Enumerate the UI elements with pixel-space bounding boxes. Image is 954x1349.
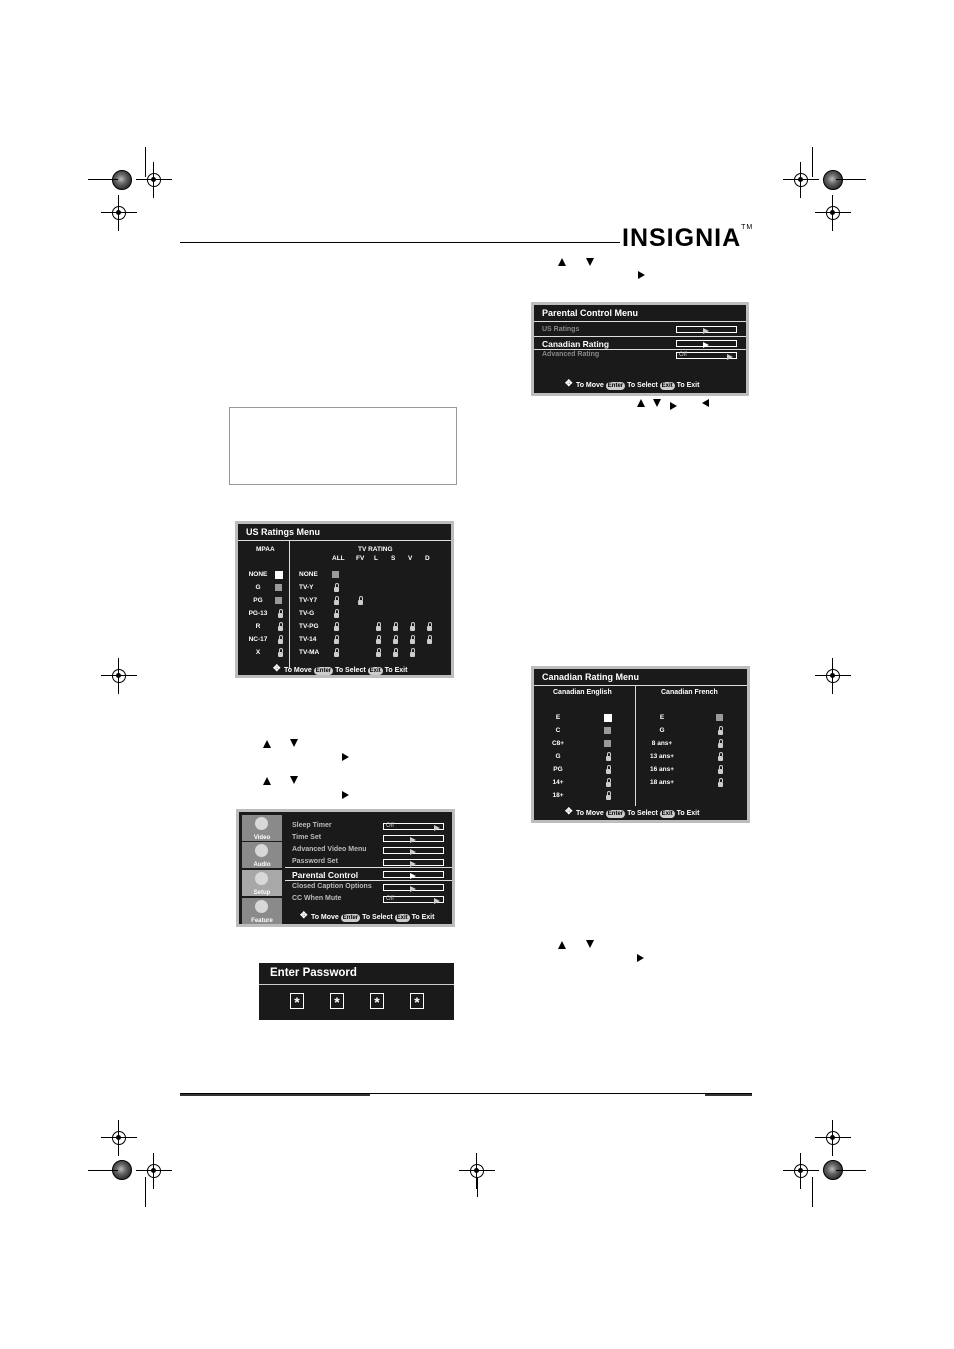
password-digit-box[interactable]: * <box>290 993 304 1009</box>
tv-column-header: D <box>425 555 430 562</box>
lock-icon[interactable] <box>278 626 283 631</box>
setup-item-bar[interactable] <box>383 847 444 854</box>
column-divider <box>289 541 290 669</box>
lock-icon[interactable] <box>376 626 381 631</box>
lock-icon[interactable] <box>393 652 398 657</box>
tab-video[interactable]: Video <box>242 815 282 841</box>
header-rule <box>180 242 620 243</box>
lock-icon[interactable] <box>334 626 339 631</box>
registration-mark <box>783 1153 819 1189</box>
crop-mark <box>88 1170 118 1171</box>
navigate-arrows-icon <box>274 666 282 674</box>
tv-row-label: TV-Y7 <box>299 597 318 604</box>
lock-icon[interactable] <box>718 756 723 761</box>
registration-ball-top-right <box>823 170 843 190</box>
video-icon <box>255 817 268 830</box>
lock-icon[interactable] <box>278 652 283 657</box>
feature-icon <box>255 900 268 913</box>
unlocked-box[interactable] <box>604 727 611 734</box>
lock-icon[interactable] <box>410 652 415 657</box>
column-divider <box>635 686 636 806</box>
down-arrow-icon <box>653 399 661 407</box>
tv-row-label: TV-MA <box>299 649 320 656</box>
lock-icon[interactable] <box>376 652 381 657</box>
tv-row-label: NONE <box>299 571 318 578</box>
french-row-label: 18 ans+ <box>649 779 675 786</box>
registration-mark <box>101 1120 137 1156</box>
unlocked-box[interactable] <box>604 740 611 747</box>
footer-rule-thick <box>180 1094 370 1096</box>
tab-setup[interactable]: Setup <box>242 870 282 896</box>
lock-icon[interactable] <box>334 639 339 644</box>
english-row-label: G <box>555 753 561 760</box>
tv-column-header: V <box>408 555 413 562</box>
lock-icon[interactable] <box>334 587 339 592</box>
menu-footer: ✥ To Move Enter To Select Exit To Exit <box>566 809 699 818</box>
unlocked-box[interactable] <box>275 584 282 591</box>
tv-row-label: TV-G <box>299 610 315 617</box>
crop-mark <box>812 1177 813 1207</box>
english-row-label: C <box>555 727 561 734</box>
crop-mark <box>145 147 146 177</box>
tab-feature[interactable]: Feature <box>242 898 282 924</box>
registration-mark <box>815 195 851 231</box>
down-arrow-icon <box>290 739 298 747</box>
setup-menu <box>236 809 455 927</box>
lock-icon[interactable] <box>606 795 611 800</box>
lock-icon[interactable] <box>334 600 339 605</box>
crop-mark <box>836 1170 866 1171</box>
tv-rating-header: TV RATING <box>358 546 393 553</box>
navigate-arrows-icon <box>301 913 309 921</box>
lock-icon[interactable] <box>376 639 381 644</box>
menu-item-advanced-rating[interactable]: Advanced Rating <box>542 351 600 358</box>
lock-icon[interactable] <box>427 626 432 631</box>
setup-item-bar[interactable] <box>383 884 444 891</box>
lock-icon[interactable] <box>393 626 398 631</box>
advanced-rating-bar[interactable]: Off <box>676 352 737 359</box>
english-row-label: 14+ <box>552 779 564 786</box>
navigate-arrows-icon <box>566 381 574 389</box>
menu-footer: ✥ To Move Enter To Select Exit To Exit <box>566 381 699 390</box>
registration-mark <box>815 658 851 694</box>
tv-row-label: TV-Y <box>299 584 314 591</box>
tv-row-label: TV-14 <box>299 636 317 643</box>
up-arrow-icon <box>558 941 566 949</box>
password-digit-box[interactable]: * <box>410 993 424 1009</box>
mpaa-row-label: PG <box>253 597 263 604</box>
english-row-label: PG <box>553 766 563 773</box>
left-arrow-icon <box>702 399 709 407</box>
registration-mark <box>136 1153 172 1189</box>
down-arrow-icon <box>586 258 594 266</box>
tv-row-label: TV-PG <box>299 623 319 630</box>
crop-mark <box>812 147 813 177</box>
menu-item-canadian-rating[interactable]: Canadian Rating <box>542 339 610 349</box>
lock-icon[interactable] <box>410 626 415 631</box>
lock-icon[interactable] <box>427 639 432 644</box>
lock-icon[interactable] <box>606 756 611 761</box>
lock-icon[interactable] <box>410 639 415 644</box>
registration-mark <box>101 658 137 694</box>
menu-footer: ✥ To Move Enter To Select Exit To Exit <box>274 666 407 675</box>
password-digit-box[interactable]: * <box>330 993 344 1009</box>
note-box <box>229 407 457 485</box>
setup-menu-item[interactable]: Advanced Video Menu <box>292 846 367 853</box>
password-digit-box[interactable]: * <box>370 993 384 1009</box>
setup-menu-item[interactable]: CC When Mute <box>292 895 342 902</box>
crop-mark <box>836 179 866 180</box>
lock-icon[interactable] <box>718 743 723 748</box>
tv-column-header: S <box>391 555 396 562</box>
canadian-english-header: Canadian English <box>553 689 612 696</box>
english-row-label: 18+ <box>552 792 564 799</box>
down-arrow-icon <box>290 776 298 784</box>
selected-box[interactable] <box>604 714 612 722</box>
right-arrow-icon <box>638 271 645 279</box>
menu-title: Canadian Rating Menu <box>534 669 747 686</box>
unlocked-box[interactable] <box>716 714 723 721</box>
tab-audio[interactable]: Audio <box>242 842 282 868</box>
right-arrow-icon <box>342 791 349 799</box>
us-ratings-bar[interactable] <box>676 326 737 333</box>
mpaa-row-label: NONE <box>248 571 268 578</box>
tv-column-header: L <box>374 555 378 562</box>
setup-item-bar[interactable] <box>383 835 444 842</box>
setup-menu-item[interactable]: Sleep Timer <box>292 822 332 829</box>
down-arrow-icon <box>586 940 594 948</box>
lock-icon[interactable] <box>718 782 723 787</box>
mpaa-row-label: R <box>255 623 261 630</box>
up-arrow-icon <box>263 777 271 785</box>
unlocked-box[interactable] <box>275 597 282 604</box>
up-arrow-icon <box>637 399 645 407</box>
crop-mark <box>88 179 118 180</box>
registration-mark <box>815 1120 851 1156</box>
selection-line <box>285 867 452 868</box>
setup-item-bar[interactable] <box>383 871 444 878</box>
setup-item-bar[interactable]: Off <box>383 896 444 903</box>
up-arrow-icon <box>263 740 271 748</box>
crop-mark <box>145 1177 146 1207</box>
navigate-arrows-icon <box>566 809 574 817</box>
setup-item-bar[interactable]: Off <box>383 823 444 830</box>
menu-item-us-ratings[interactable]: US Ratings <box>542 326 580 333</box>
setup-menu-item[interactable]: Password Set <box>292 858 338 865</box>
mpaa-row-label: G <box>255 584 261 591</box>
french-row-label: 16 ans+ <box>649 766 675 773</box>
unlocked-box[interactable] <box>332 571 339 578</box>
french-row-label: 8 ans+ <box>651 740 673 747</box>
french-row-label: E <box>659 714 665 721</box>
mpaa-header: MPAA <box>256 546 275 553</box>
registration-mark <box>101 195 137 231</box>
tv-column-header: ALL <box>332 555 345 562</box>
mpaa-row-label: X <box>255 649 261 656</box>
english-row-label: C8+ <box>551 740 565 747</box>
setup-item-bar[interactable] <box>383 859 444 866</box>
mpaa-row-label: PG-13 <box>248 610 268 617</box>
registration-mark <box>783 162 819 198</box>
password-title: Enter Password <box>270 967 357 979</box>
lock-icon[interactable] <box>278 639 283 644</box>
tv-column-header: FV <box>356 555 365 562</box>
brand-logo: INSIGNIA™ <box>622 224 754 252</box>
canadian-rating-bar[interactable] <box>676 340 737 347</box>
lock-icon[interactable] <box>718 730 723 735</box>
mpaa-row-label: NC-17 <box>248 636 268 643</box>
lock-icon[interactable] <box>718 769 723 774</box>
lock-icon[interactable] <box>334 652 339 657</box>
setup-menu-item[interactable]: Parental Control <box>292 870 359 880</box>
lock-icon[interactable] <box>278 613 283 618</box>
up-arrow-icon <box>558 258 566 266</box>
lock-icon[interactable] <box>606 782 611 787</box>
right-arrow-icon <box>342 753 349 761</box>
canadian-french-header: Canadian French <box>661 689 718 696</box>
audio-icon <box>255 844 268 857</box>
menu-title: US Ratings Menu <box>238 524 451 541</box>
right-arrow-icon <box>670 402 677 410</box>
us-ratings-menu <box>235 521 454 678</box>
english-row-label: E <box>555 714 561 721</box>
menu-title: Parental Control Menu <box>534 305 746 322</box>
lock-icon[interactable] <box>358 600 363 605</box>
selection-line <box>285 880 452 881</box>
registration-ball-top-left <box>112 170 132 190</box>
selected-box[interactable] <box>275 571 283 579</box>
crop-mark <box>477 1177 478 1197</box>
menu-footer: ✥ To Move Enter To Select Exit To Exit <box>301 913 434 922</box>
french-row-label: 13 ans+ <box>649 753 675 760</box>
lock-icon[interactable] <box>606 769 611 774</box>
setup-menu-item[interactable]: Time Set <box>292 834 322 841</box>
canadian-rating-menu <box>531 666 750 823</box>
lock-icon[interactable] <box>393 639 398 644</box>
footer-rule-thick <box>705 1094 752 1096</box>
right-arrow-icon <box>637 954 644 962</box>
enter-password-box <box>259 963 454 1020</box>
registration-mark <box>136 162 172 198</box>
lock-icon[interactable] <box>334 613 339 618</box>
french-row-label: G <box>659 727 665 734</box>
setup-menu-item[interactable]: Closed Caption Options <box>292 883 372 890</box>
setup-icon <box>255 872 268 885</box>
parental-control-menu <box>531 302 749 396</box>
